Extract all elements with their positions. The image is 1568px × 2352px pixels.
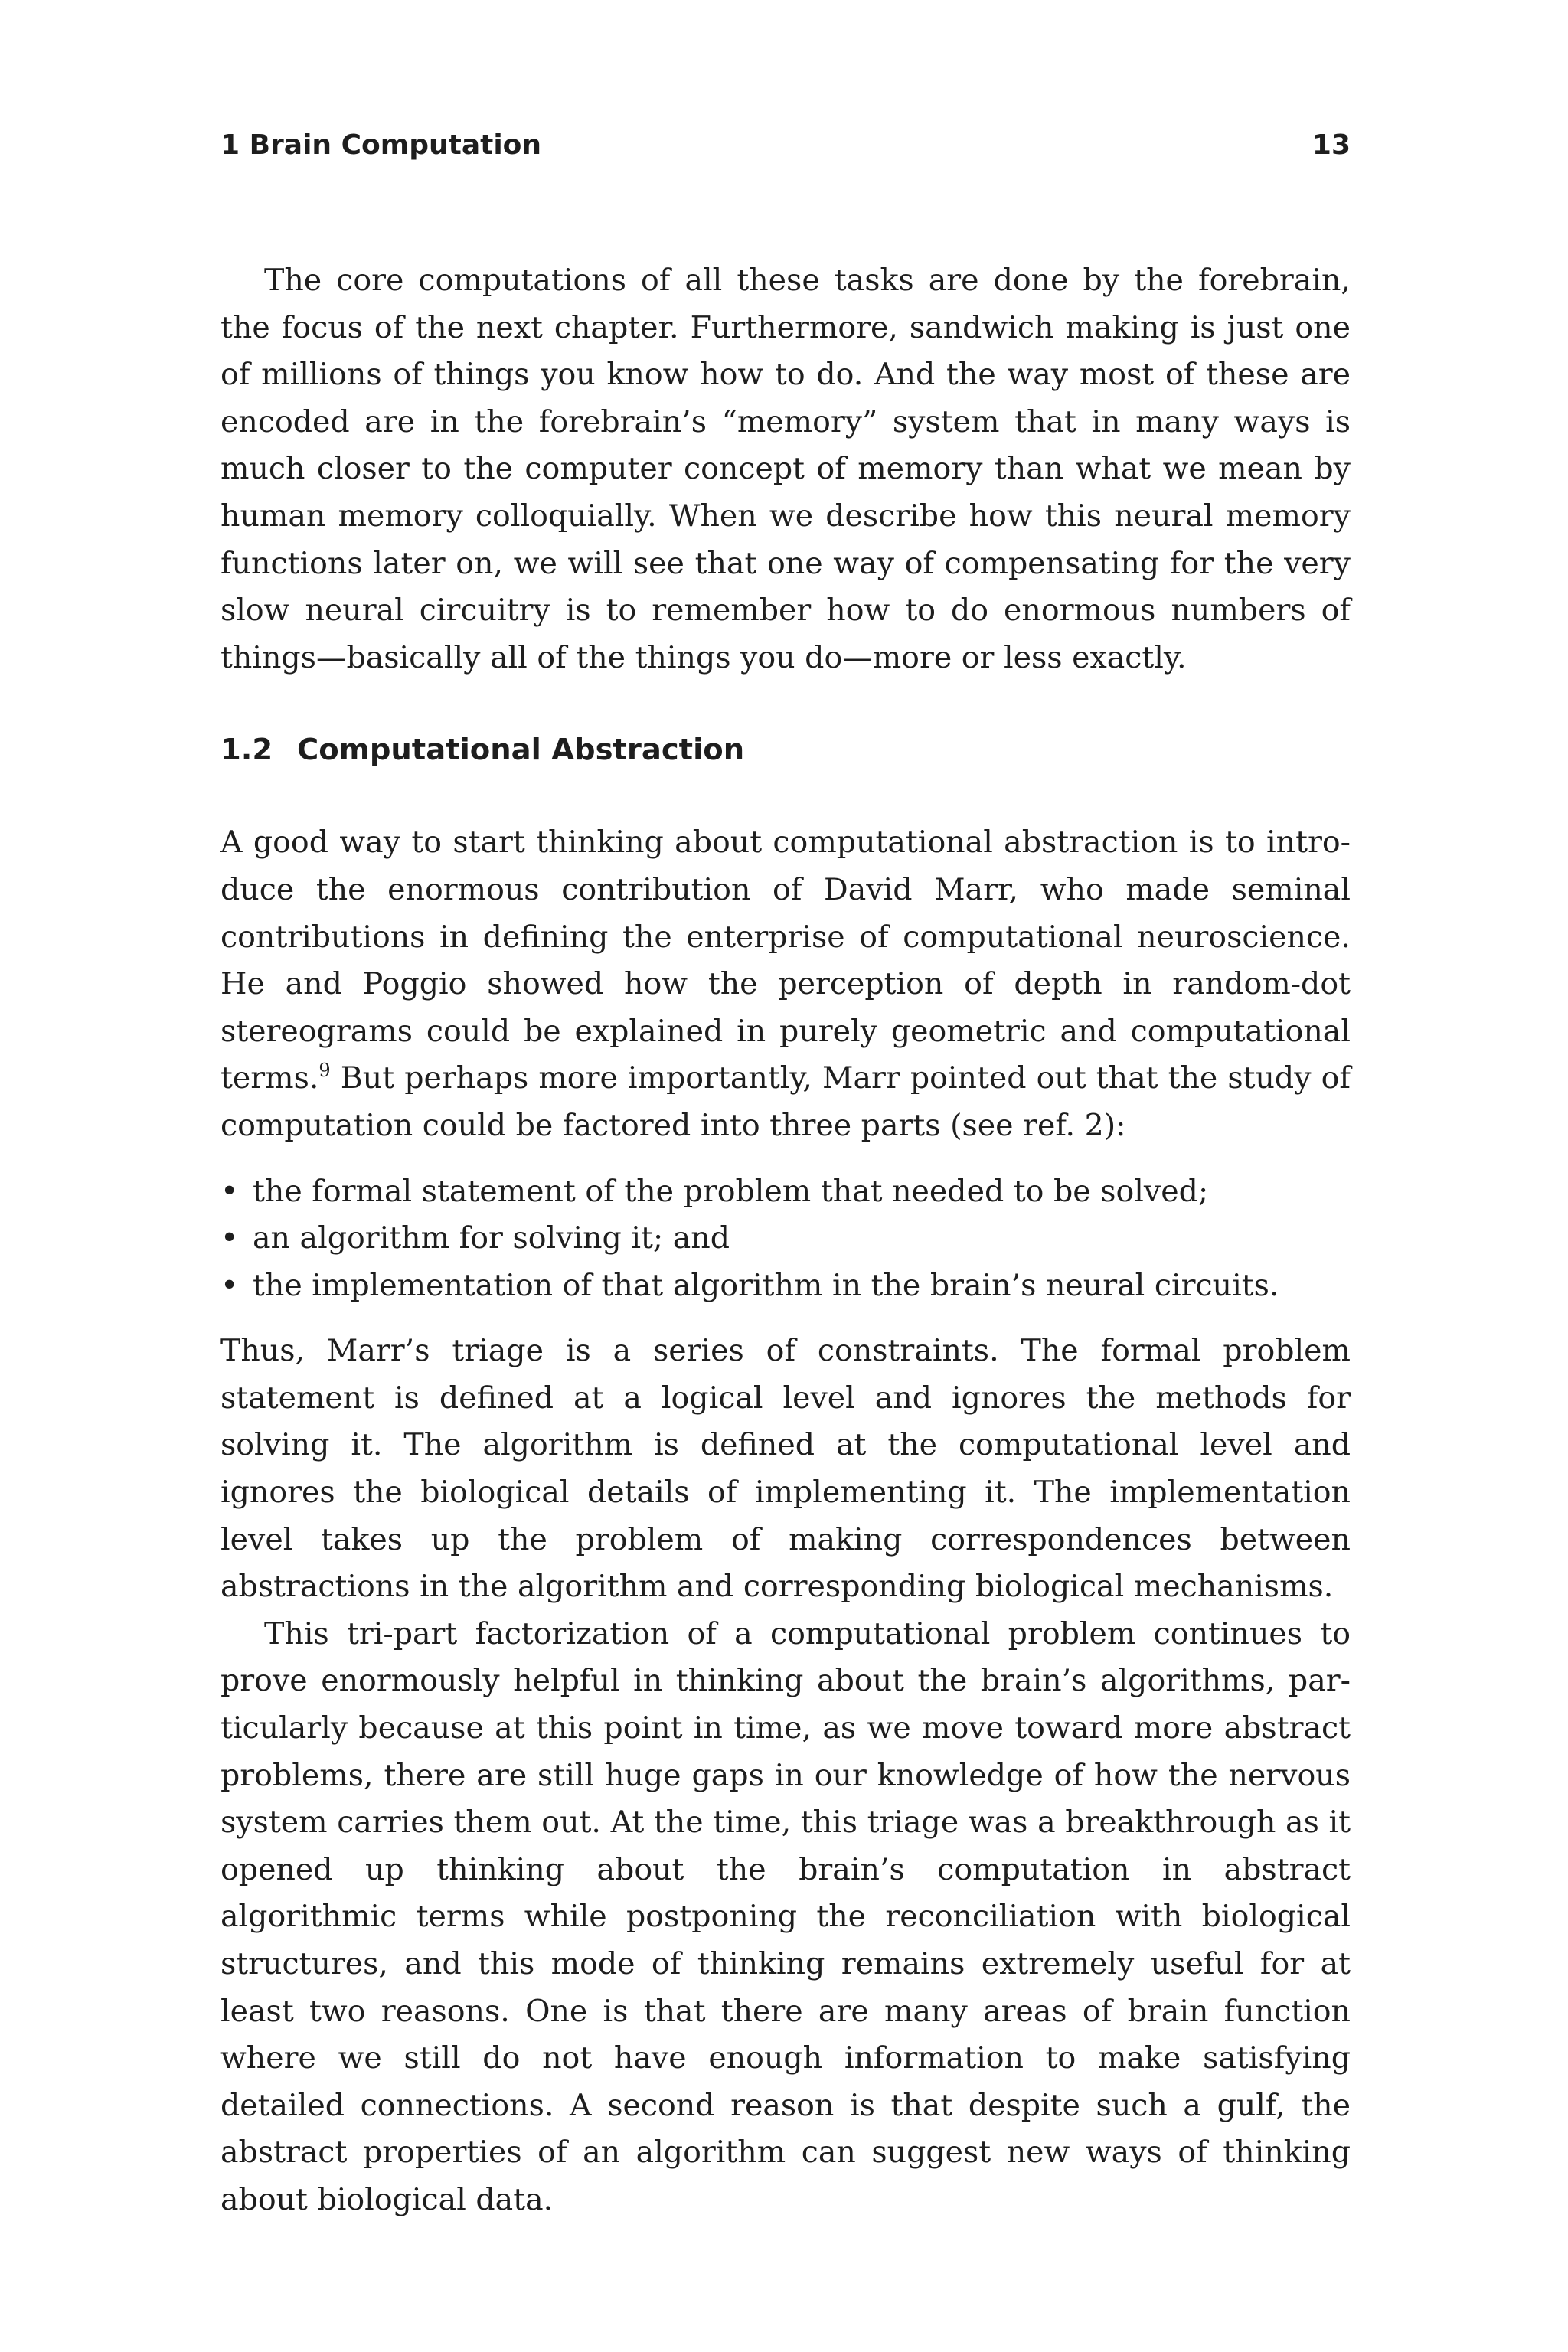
list-item-text: the implementation of that algorithm in the brain’s neural circuits.: [253, 1267, 1279, 1303]
book-page: [220, 122, 1351, 2224]
bullet-list: [220, 1168, 1351, 1310]
list-item: [220, 1168, 1351, 1216]
list-item-text: an algorithm for solving it; and: [253, 1220, 730, 1256]
running-head: [220, 122, 1351, 168]
list-item: [220, 1263, 1351, 1310]
paragraph-4: This tri-part factorization of a computational problem continues to prove enormously helpful in thinking about the brain’s algorithms, particularly because at this point in time, as we move toward more abstract problems, there are still huge gaps in our knowledge of how the nervous system carries them out. At the time, this triage was a breakthrough as it opened up thinking about the brain’s computation in abstract algorithmic terms while postponing the reconciliation with biological structures, and this mode of thinking remains extremely useful for at least two reasons. One is that there are many areas of brain function where we still do not have enough information to make satisfying detailed connections. A second reason is that despite such a gulf, the abstract properties of an algorithm can suggest new ways of thinking about biological data.: [220, 1615, 1351, 2217]
bullet-icon: •: [220, 1173, 239, 1209]
paragraph-3: Thus, Marr’s triage is a series of constraints. The formal problem statement is defined at a logical level and ignores the methods for solving it. The algorithm is defined at the computational level and ignores the biological details of implementing it. The implementation level takes up the problem of making correspondences between abstractions in the algorithm and corresponding biological mechanisms.: [220, 1333, 1351, 1605]
paragraph-1: The core computations of all these tasks are done by the forebrain, the focus of the next chapter. Furthermore, sandwich making is just one of millions of things you know how to do. And the way most of these are encoded are in the forebrain’s “memory” system that in many ways is much closer to the computer concept of memory than what we mean by human memory colloquially. When we describe how this neural memory functions later on, we will see that one way of compensating for the very slow neural circuitry is to remember how to do enormous numbers of things—basically all of the things you do—more or less exactly.: [220, 263, 1351, 675]
section-heading: [220, 727, 1351, 773]
paragraph-2: [220, 819, 1351, 1149]
bullet-icon: •: [220, 1267, 239, 1303]
list-item-text: the formal statement of the problem that needed to be solved;: [253, 1173, 1209, 1209]
bullet-icon: •: [220, 1220, 239, 1256]
paragraph-2-text-a: A good way to start thinking about computational abstraction is to introduce the enormous contribution of David Marr, who made seminal contributions in defining the enterprise of computational neuroscience. He and Poggio showed how the perception of depth in random-dot stereograms could be explained in purely geometric and computational terms.: [220, 825, 1351, 1096]
section-title: Computational Abstraction: [297, 733, 745, 768]
page-number: 13: [1312, 129, 1351, 161]
section-number: 1.2: [220, 733, 273, 768]
paragraph-2-text-b: But perhaps more importantly, Marr pointed out that the study of computation could be factored into three parts (see ref. 2):: [220, 1060, 1351, 1143]
footnote-reference: 9: [318, 1060, 331, 1082]
list-item: [220, 1215, 1351, 1263]
chapter-title: 1 Brain Computation: [220, 129, 542, 161]
